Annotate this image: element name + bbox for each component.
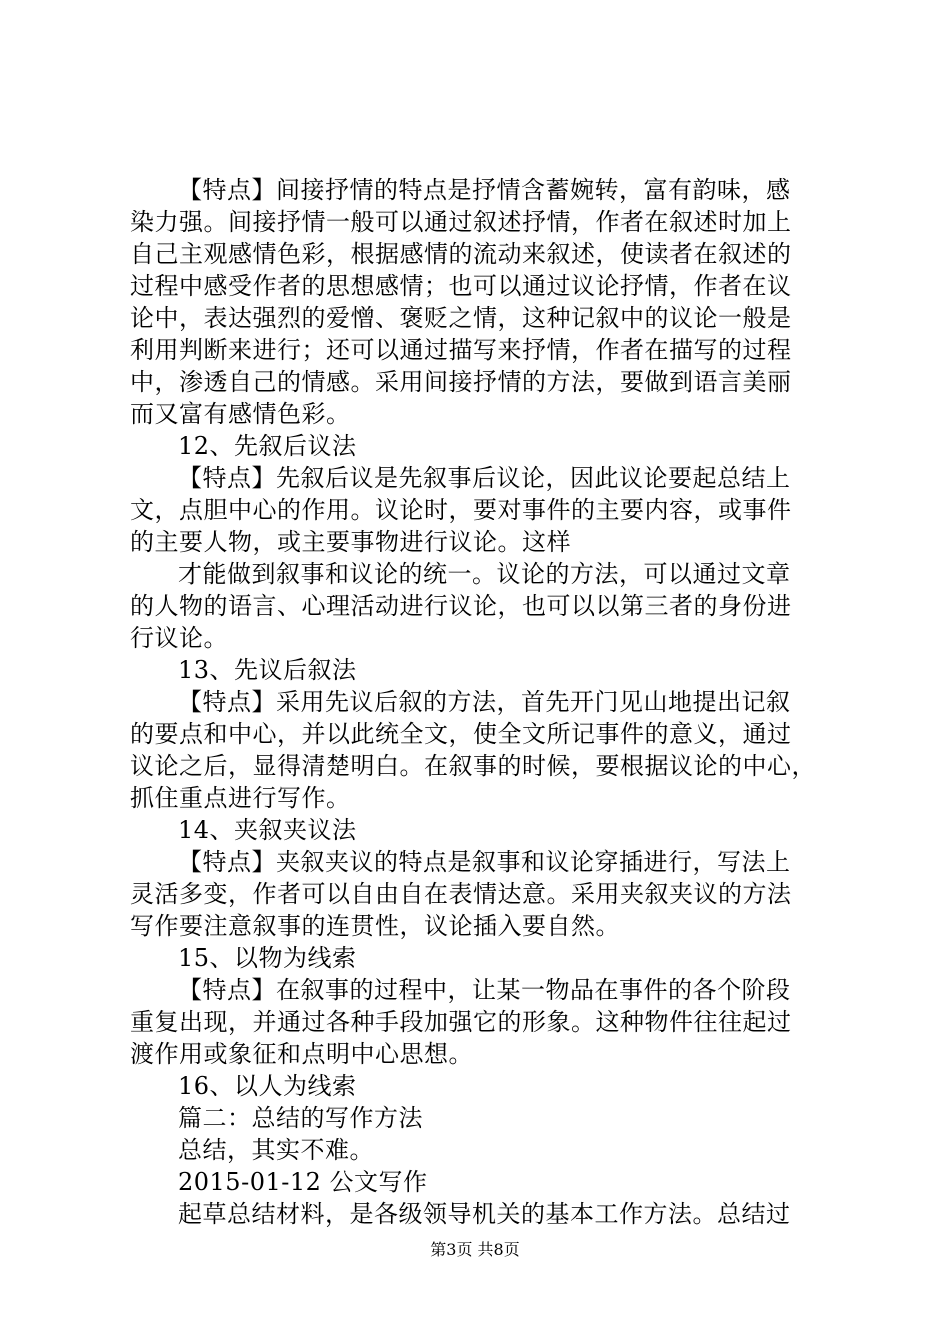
- text-line: 【特点】先叙后议是先叙事后议论，因此议论要起总结上: [178, 464, 791, 492]
- text-line: 论中，表达强烈的爱憎、褒贬之情，这种记叙中的议论一般是: [130, 304, 792, 332]
- text-line: 13、先议后叙法: [178, 656, 357, 684]
- text-line: 写作要注意叙事的连贯性，议论插入要自然。: [130, 912, 620, 940]
- text-line: 14、夹叙夹议法: [178, 816, 357, 844]
- text-line: 议论之后，显得清楚明白。在叙事的时候，要根据议论的中心，: [130, 752, 816, 780]
- text-line: 而又富有感情色彩。: [130, 400, 351, 428]
- text-line: 的人物的语言、心理活动进行议论，也可以以第三者的身份进: [130, 592, 792, 620]
- text-line: 的要点和中心，并以此统全文，使全文所记事件的意义，通过: [130, 720, 792, 748]
- text-line: 自己主观感情色彩，根据感情的流动来叙述，使读者在叙述的: [130, 240, 792, 268]
- text-line: 总结，其实不难。: [178, 1136, 374, 1164]
- page-footer: 第3页 共8页: [430, 1240, 520, 1259]
- text-line: 【特点】采用先议后叙的方法，首先开门见山地提出记叙: [178, 688, 791, 716]
- text-line: 利用判断来进行；还可以通过描写来抒情，作者在描写的过程: [130, 336, 792, 364]
- text-line: 12、先叙后议法: [178, 432, 357, 460]
- text-line: 灵活多变，作者可以自由自在表情达意。采用夹叙夹议的方法: [130, 880, 792, 908]
- text-line: 中，渗透自己的情感。采用间接抒情的方法，要做到语言美丽: [130, 368, 792, 396]
- text-line: 的主要人物，或主要事物进行议论。这样: [130, 528, 571, 556]
- text-line: 【特点】夹叙夹议的特点是叙事和议论穿插进行，写法上: [178, 848, 791, 876]
- document-body: [130, 174, 840, 1230]
- text-line: 染力强。间接抒情一般可以通过叙述抒情，作者在叙述时加上: [130, 208, 792, 236]
- text-line: 文，点胆中心的作用。议论时，要对事件的主要内容，或事件: [130, 496, 792, 524]
- text-line: 15、以物为线索: [178, 944, 357, 972]
- text-line: 行议论。: [130, 624, 228, 652]
- text-line: 篇二：总结的写作方法: [178, 1104, 423, 1132]
- text-line: 16、以人为线索: [178, 1072, 357, 1100]
- text-line: 【特点】间接抒情的特点是抒情含蓄婉转，富有韵味，感: [178, 176, 791, 204]
- text-line: 才能做到叙事和议论的统一。议论的方法，可以通过文章: [178, 560, 791, 588]
- text-line: 2015-01-12 公文写作: [178, 1168, 428, 1196]
- text-line: 渡作用或象征和点明中心思想。: [130, 1040, 473, 1068]
- text-line: 起草总结材料，是各级领导机关的基本工作方法。总结过: [178, 1200, 791, 1228]
- text-line: 【特点】在叙事的过程中，让某一物品在事件的各个阶段: [178, 976, 791, 1004]
- text-line: 抓住重点进行写作。: [130, 784, 351, 812]
- text-line: 过程中感受作者的思想感情；也可以通过议论抒情，作者在议: [130, 272, 792, 300]
- text-line: 重复出现，并通过各种手段加强它的形象。这种物件往往起过: [130, 1008, 792, 1036]
